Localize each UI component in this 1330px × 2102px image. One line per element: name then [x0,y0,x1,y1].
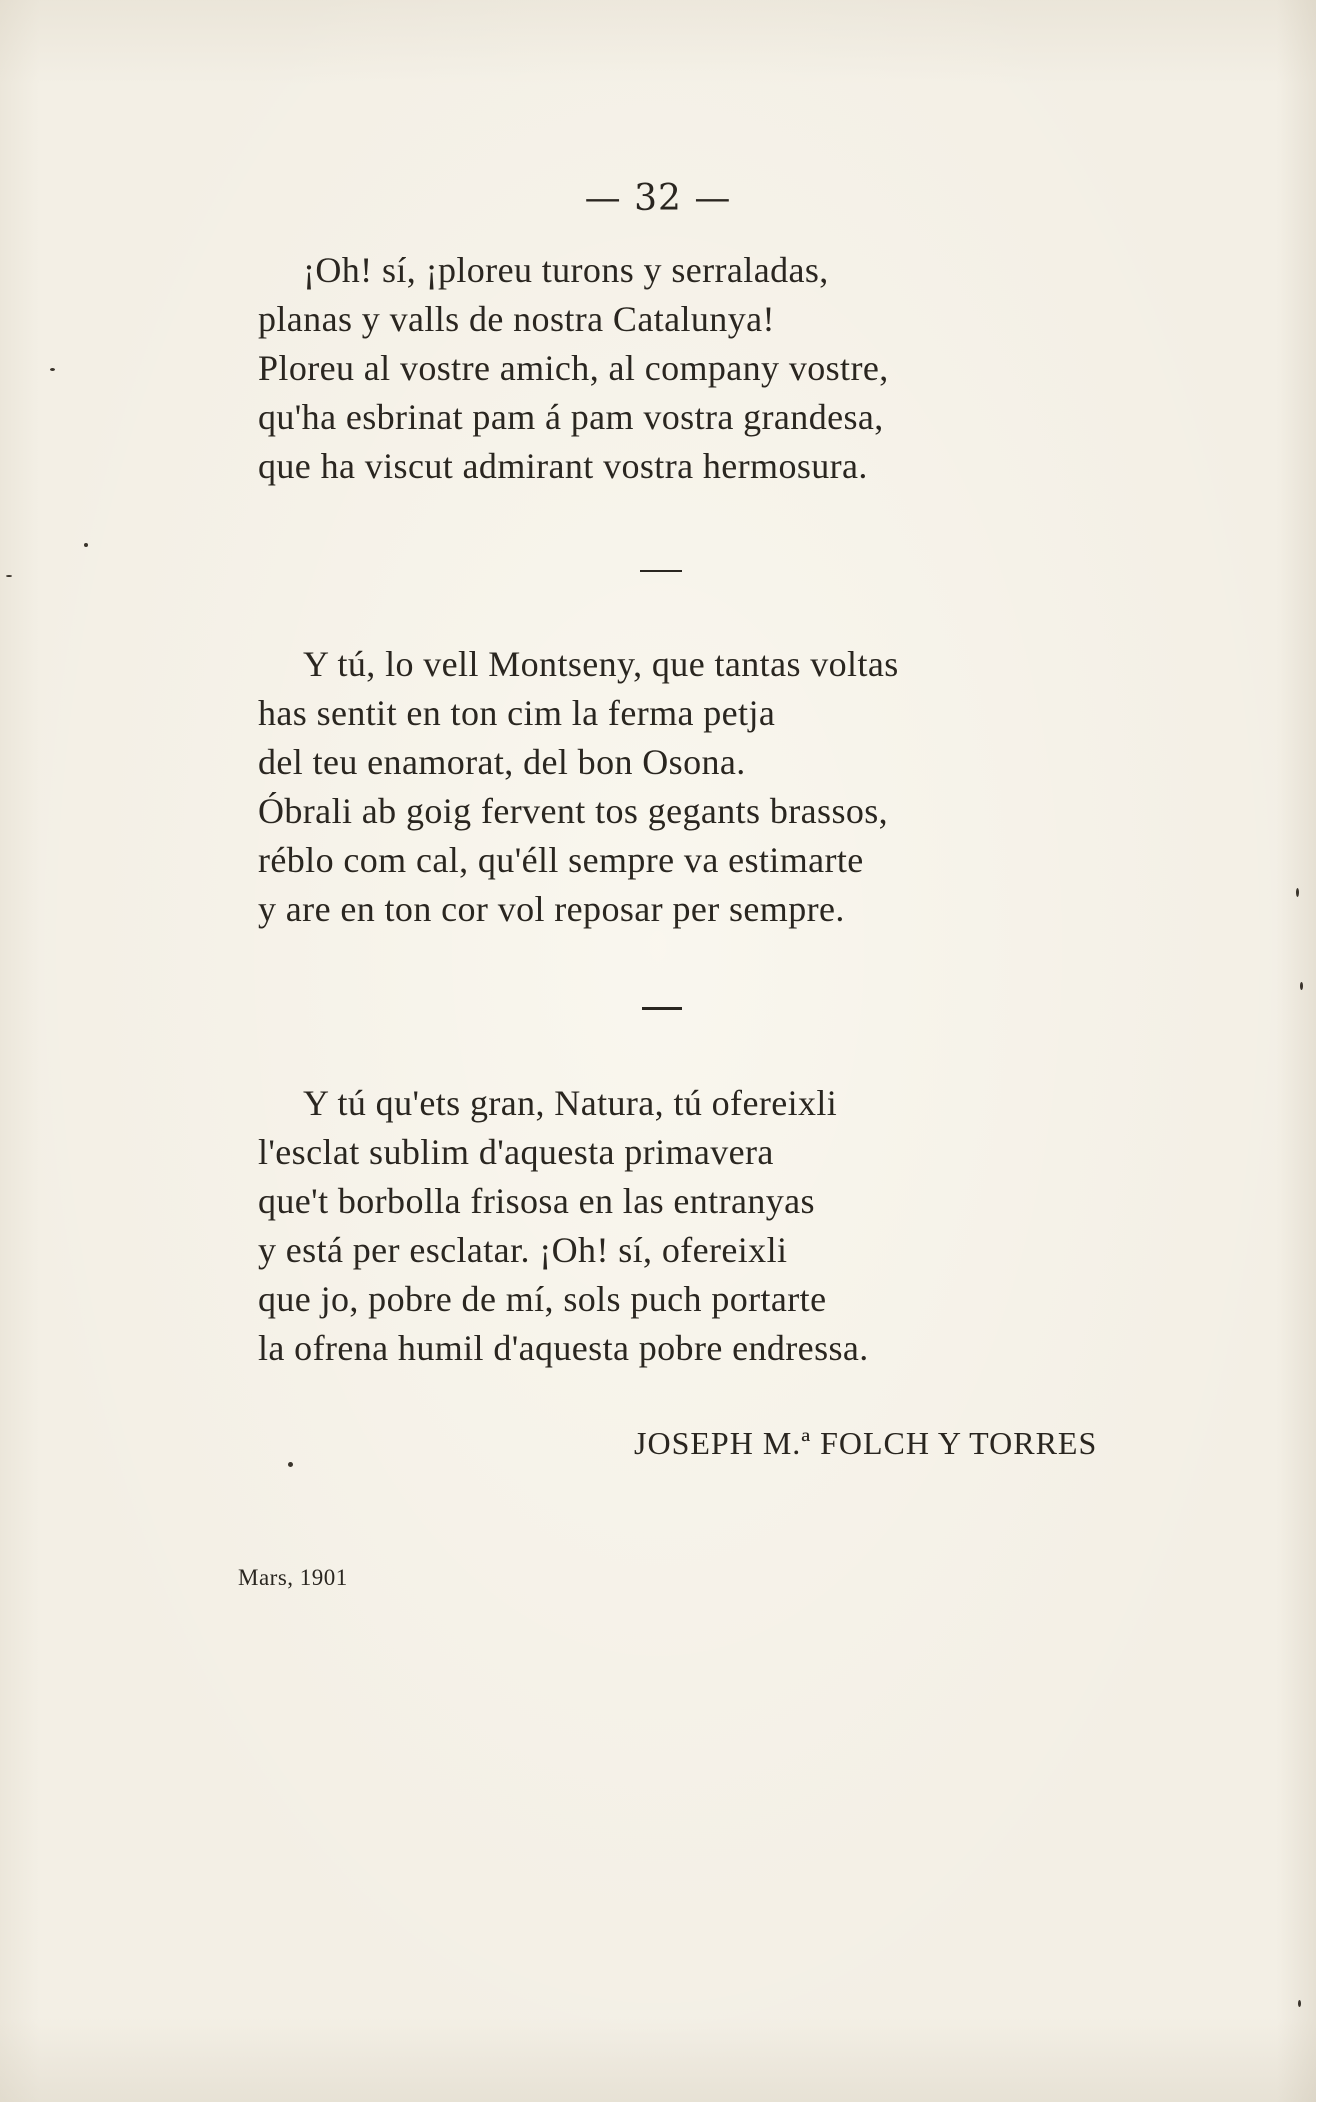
verse-line: la ofrena humil d'aquesta pobre endressa. [258,1328,869,1368]
paper-speck [1300,982,1303,990]
verse-line: Y tú qu'ets gran, Natura, tú ofereixli [303,1083,838,1123]
verse-line: que't borbolla frisosa en las entranyas [258,1181,815,1221]
verse-line: Y tú, lo vell Montseny, que tantas voltas [303,644,899,684]
author-signature: JOSEPH M.ª FOLCH Y TORRES [634,1425,1098,1461]
date-line: Mars, 1901 [238,1565,348,1590]
section-separator [642,1007,682,1010]
verse-line: ¡Oh! sí, ¡ploreu turons y serraladas, [303,250,829,290]
verse-line: qu'ha esbrinat pam á pam vostra grandesa, [258,397,884,437]
paper-speck [84,543,88,547]
verse-line: y are en ton cor vol reposar per sempre. [258,889,845,929]
verse-line: que ha viscut admirant vostra hermosura. [258,446,868,486]
stanza-3 [258,1079,869,1373]
verse-line: Óbrali ab goig fervent tos gegants brassos, [258,791,889,831]
verse-line: del teu enamorat, del bon Osona. [258,742,746,782]
verse-line: Ploreu al vostre amich, al company vostre, [258,348,889,388]
verse-line: planas y valls de nostra Catalunya! [258,299,775,339]
verse-line: l'esclat sublim d'aquesta primavera [258,1132,774,1172]
verse-line: que jo, pobre de mí, sols puch portarte [258,1279,827,1319]
paper-speck [6,575,12,577]
page-number: — 32 — [584,178,732,219]
stanza-2 [258,640,899,934]
verse-line: has sentit en ton cim la ferma petja [258,693,776,733]
paper-speck [288,1462,293,1467]
verse-line: réblo com cal, qu'éll sempre va estimarte [258,840,864,880]
verse-line: y está per esclatar. ¡Oh! sí, ofereixli [258,1230,788,1270]
paper-speck [1296,888,1299,897]
paper-speck [1298,2000,1301,2007]
section-separator [640,570,682,572]
stanza-1 [258,246,889,491]
paper-speck [50,368,55,371]
